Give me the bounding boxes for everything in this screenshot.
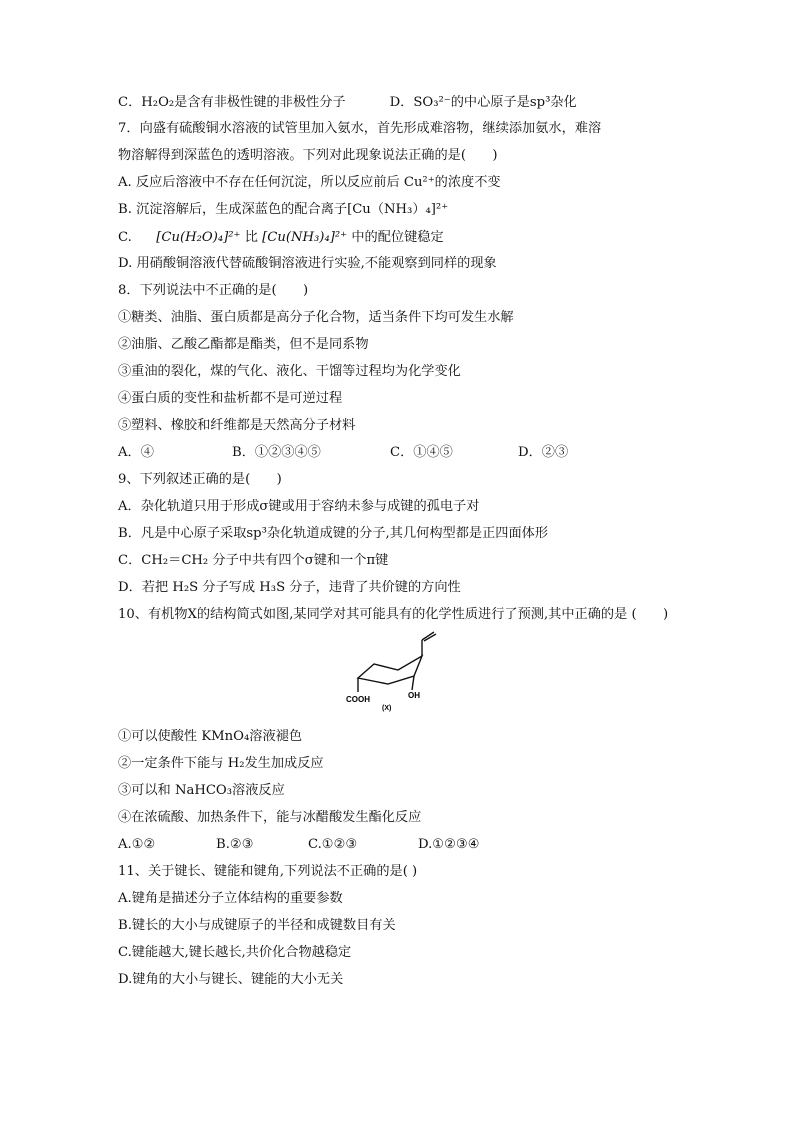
q10-option: C.①②③	[308, 837, 358, 852]
q8-item: ③重油的裂化，煤的气化、液化、干馏等过程均为化学变化	[118, 364, 461, 379]
complex-ion-ammine: [Cu(NH₃)₄]²⁺	[262, 230, 348, 245]
q8-item: ②油脂、乙酸乙酯都是酯类，但不是同系物	[118, 337, 369, 352]
q8-option: C．①④⑤	[390, 445, 453, 460]
q10-option: A.①②	[118, 837, 156, 852]
q10-options	[118, 836, 678, 853]
q8-item: ④蛋白质的变性和盐析都不是可逆过程	[118, 391, 343, 406]
q6-options-cd	[118, 94, 678, 111]
q7-option-b: B. 沉淀溶解后，生成深蓝色的配合离子[Cu（NH₃）₄]²⁺	[118, 202, 449, 217]
cooh-label: COOH	[346, 695, 370, 704]
q10-item: ④在浓硫酸、加热条件下，能与冰醋酸发生酯化反应	[118, 810, 422, 825]
q9-option-b: B．凡是中心原子采取sp³杂化轨道成键的分子,其几何构型都是正四面体形	[118, 526, 549, 541]
q8-option: A．④	[118, 445, 154, 460]
q6-option-d: D．SO₃²⁻的中心原子是sp³杂化	[389, 95, 577, 110]
q9-option-d: D．若把 H₂S 分子写成 H₃S 分子，违背了共价键的方向性	[118, 580, 461, 595]
q9-stem: 9、下列叙述正确的是( )	[118, 472, 282, 487]
q10-item: ①可以使酸性 KMnO₄溶液褪色	[118, 729, 303, 744]
q8-option: D．②③	[518, 445, 569, 460]
exam-page	[118, 94, 678, 988]
q7-stem-line1: 7．向盛有硫酸铜水溶液的试管里加入氨水，首先形成难溶物，继续添加氨水，难溶	[118, 121, 602, 136]
q11-option-c: C.键能越大,键长越长,共价化合物越稳定	[118, 945, 352, 960]
q10-option: B.②③	[216, 837, 254, 852]
complex-ion-aqua: [Cu(H₂O)₄]²⁺	[156, 230, 241, 245]
q11-option-a: A.键角是描述分子立体结构的重要参数	[118, 891, 343, 906]
oh-label: OH	[408, 691, 420, 700]
q7-option-c-label: C.	[118, 230, 132, 245]
q7-option-c-mid: 比	[244, 230, 258, 245]
q8-item: ①糖类、油脂、蛋白质都是高分子化合物，适当条件下均可发生水解	[118, 310, 514, 325]
q11-option-b: B.键长的大小与成键原子的半径和成键数目有关	[118, 918, 396, 933]
cyclohexane-structure	[346, 632, 444, 724]
q10-stem: 10、有机物X的结构简式如图,某同学对其可能具有的化学性质进行了预测,其中正确的是 ( )	[118, 607, 669, 622]
q7-option-a: A. 反应后溶液中不存在任何沉淀，所以反应前后 Cu²⁺的浓度不变	[118, 175, 501, 190]
q10-item: ③可以和 NaHCO₃溶液反应	[118, 783, 285, 798]
q11-stem: 11、关于键长、键能和键角,下列说法不正确的是( )	[118, 864, 418, 879]
q9-option-c: C．CH₂＝CH₂ 分子中共有四个σ键和一个π键	[118, 553, 389, 568]
q6-option-c: C．H₂O₂是含有非极性键的非极性分子	[118, 95, 346, 110]
q8-options	[118, 444, 678, 461]
q8-item: ⑤塑料、橡胶和纤维都是天然高分子材料	[118, 418, 356, 433]
q7-option-c-suffix: 中的配位键稳定	[351, 230, 444, 245]
q9-option-a: A．杂化轨道只用于形成σ键或用于容纳未参与成键的孤电子对	[118, 499, 480, 514]
structure-figure	[118, 632, 678, 724]
q8-option: B．①②③④⑤	[232, 445, 321, 460]
q7-option-c	[118, 228, 678, 248]
q7-stem-line2: 物溶解得到深蓝色的透明溶液。下列对此现象说法正确的是( )	[118, 148, 498, 163]
q10-option: D.①②③④	[418, 837, 480, 852]
compound-x-label: (X)	[382, 705, 392, 712]
q8-stem: 8．下列说法中不正确的是( )	[118, 283, 309, 298]
q11-option-d: D.键角的大小与键长、键能的大小无关	[118, 972, 344, 987]
q10-item: ②一定条件下能与 H₂发生加成反应	[118, 756, 324, 771]
q7-option-d: D. 用硝酸铜溶液代替硫酸铜溶液进行实验,不能观察到同样的现象	[118, 256, 497, 271]
